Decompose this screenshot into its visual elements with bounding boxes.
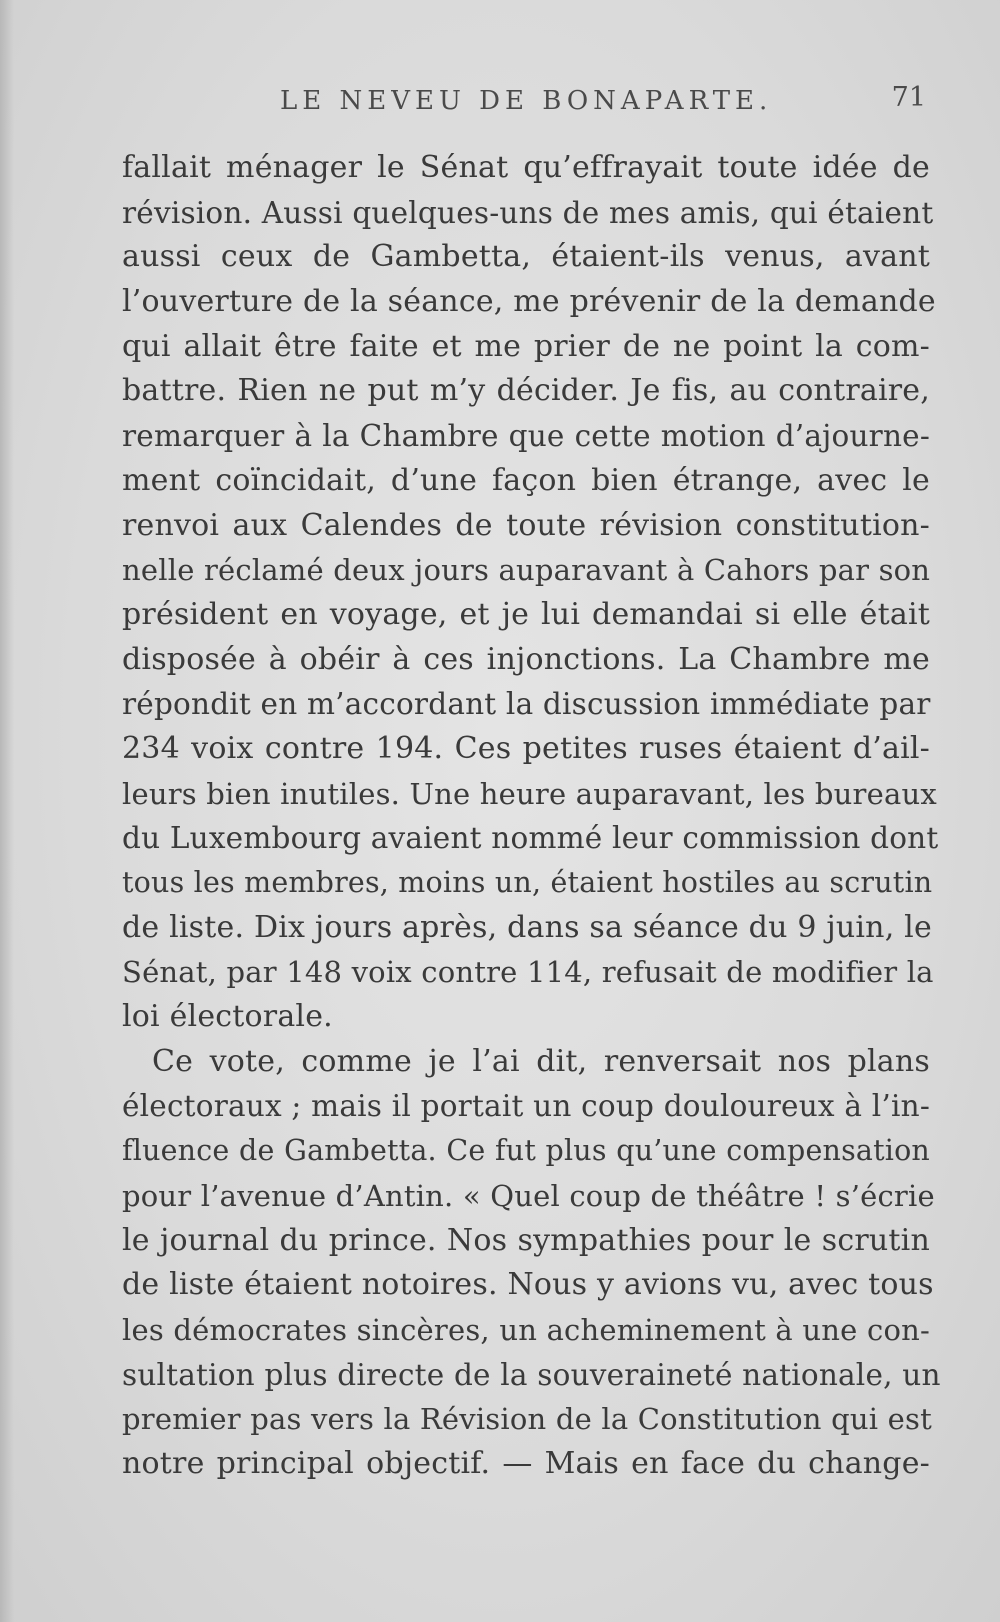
text-line: révision. Aussi quelques-uns de mes amis, qui étaient: [122, 195, 934, 230]
text-line: Sénat, par 148 voix contre 114, refusait de modifier la: [122, 955, 934, 990]
paragraph-1: [122, 146, 939, 1040]
binding-shadow: [0, 0, 14, 1622]
text-line: sultation plus directe de la souveraineté nationale, un: [122, 1357, 941, 1392]
text-line: 234 voix contre 194. Ces petites ruses étaient d’ail-: [122, 730, 930, 766]
running-title: LE NEVEU DE BONAPARTE.: [280, 86, 773, 116]
text-line: les démocrates sincères, un acheminement à une con-: [122, 1312, 930, 1347]
text-line: répondit en m’accordant la discussion immédiate par: [122, 687, 931, 722]
paragraph-2: [122, 1040, 941, 1487]
text-line: le journal du prince. Nos sympathies pour le scrutin: [122, 1222, 930, 1258]
text-line: aussi ceux de Gambetta, étaient-ils venus, avant: [122, 239, 930, 275]
text-line: de liste. Dix jours après, dans sa séance du 9 juin, le: [122, 909, 932, 945]
text-line: tous les membres, moins un, étaient hostiles au scrutin: [122, 866, 933, 899]
text-line: ment coïncidait, d’une façon bien étrange, avec le: [122, 462, 930, 498]
text-line: de liste étaient notoires. Nous y avions vu, avec tous: [122, 1267, 934, 1303]
text-line: pour l’avenue d’Antin. « Quel coup de théâtre ! s’écrie: [122, 1178, 935, 1213]
page-number: 71: [891, 82, 926, 113]
text-line: qui allait être faite et me prier de ne point la com-: [122, 328, 930, 364]
text-line: fluence de Gambetta. Ce fut plus qu’une compensation: [122, 1134, 930, 1168]
text-line: président en voyage, et je lui demandai si elle était: [122, 596, 930, 632]
text-line: nelle réclamé deux jours auparavant à Cahors par son: [122, 553, 931, 588]
text-line: renvoi aux Calendes de toute révision constitution-: [122, 507, 930, 543]
text-line: remarquer à la Chambre que cette motion d’ajourne-: [122, 419, 930, 454]
text-line: électoraux ; mais il portait un coup douloureux à l’in-: [122, 1089, 930, 1124]
text-line: notre principal objectif. — Mais en face du change-: [122, 1445, 930, 1481]
body-text: [122, 146, 941, 1487]
text-line: battre. Rien ne put m’y décider. Je fis, au contraire,: [122, 373, 930, 409]
text-line: premier pas vers la Révision de la Constitution qui est: [122, 1402, 932, 1437]
text-line: Ce vote, comme je l’ai dit, renversait nos plans: [152, 1043, 930, 1079]
text-line: l’ouverture de la séance, me prévenir de la demande: [122, 284, 936, 320]
text-line: disposée à obéir à ces injonctions. La Chambre me: [122, 641, 930, 677]
text-line: du Luxembourg avaient nommé leur commission dont: [122, 821, 939, 856]
text-line: fallait ménager le Sénat qu’effrayait toute idée de: [122, 150, 930, 185]
page-header: [120, 80, 930, 120]
text-line: loi électorale.: [122, 999, 333, 1035]
text-line: leurs bien inutiles. Une heure auparavant, les bureaux: [122, 776, 937, 811]
